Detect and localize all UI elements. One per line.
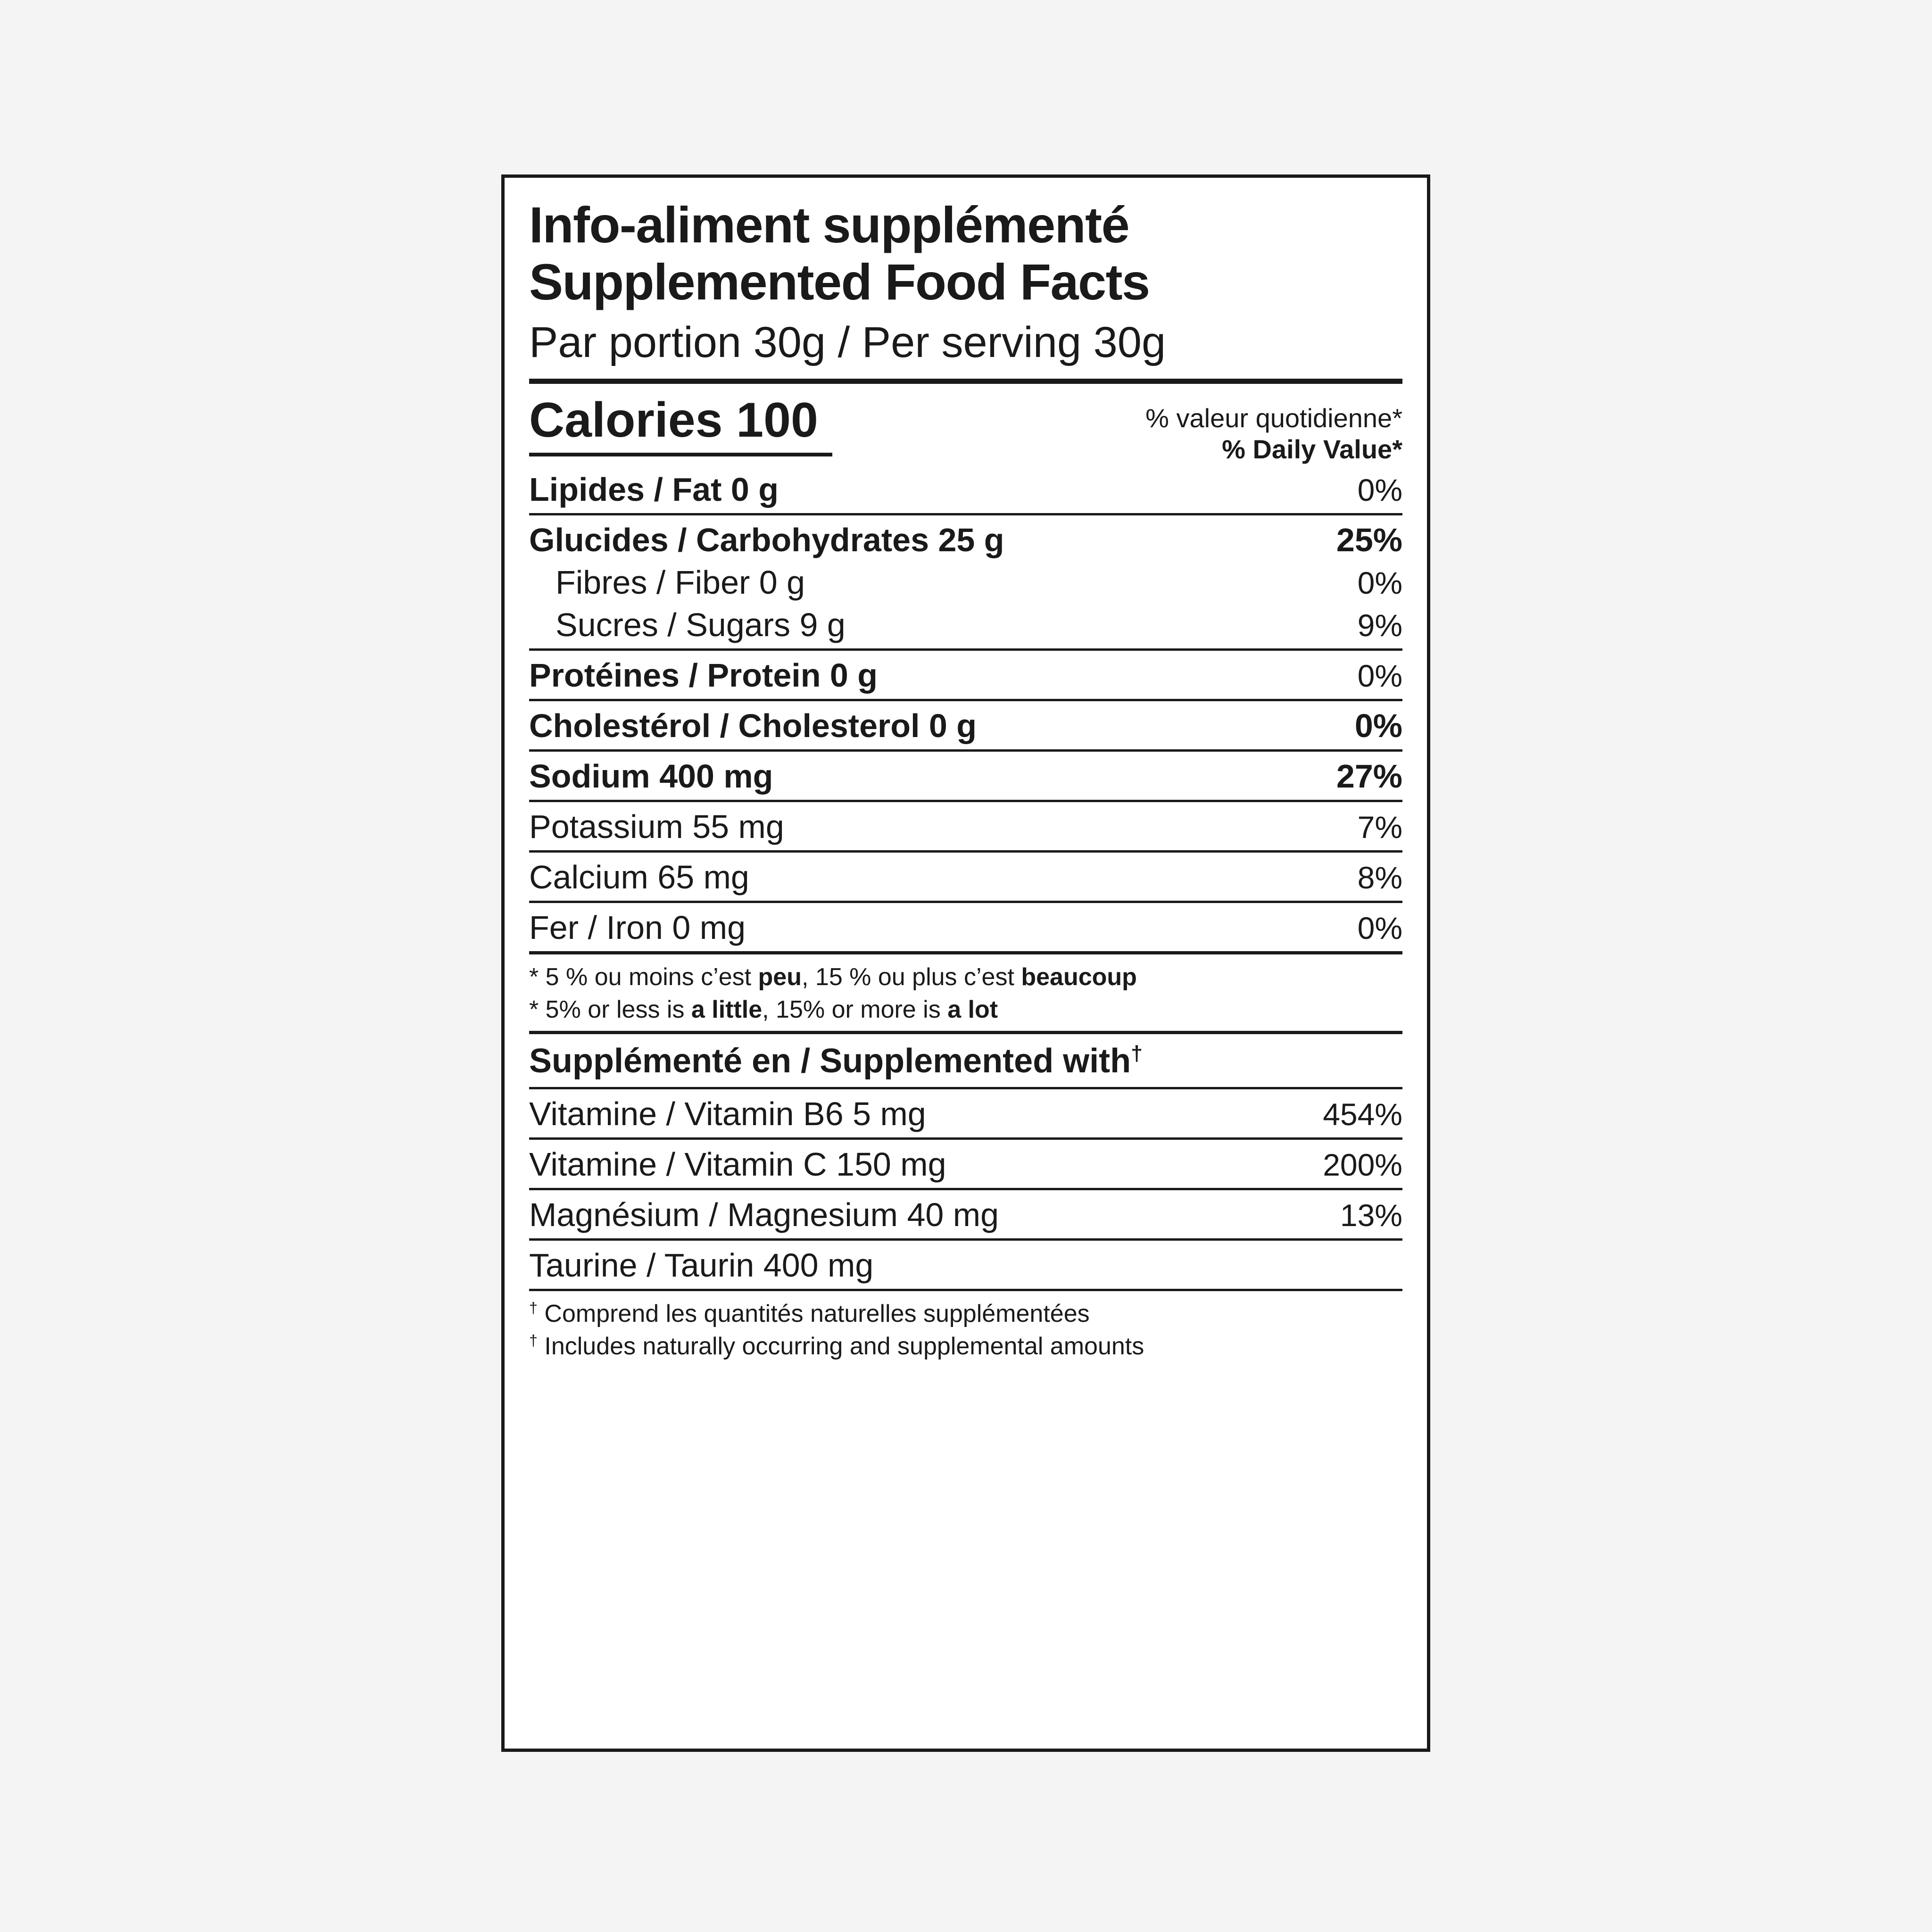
nutrient-percent: 9% (1357, 608, 1402, 643)
daily-value-footnote (529, 954, 1402, 1030)
nutrient-percent: 27% (1336, 758, 1402, 795)
daily-value-header-french: % valeur quotidienne* (1145, 403, 1402, 433)
nutrient-label: Sodium 400 mg (529, 758, 773, 795)
dagger-footnote-english: † Includes naturally occurring and supplemental amounts (529, 1332, 1144, 1360)
nutrient-percent: 0% (1354, 707, 1402, 745)
dagger-marker: † (529, 1299, 538, 1317)
nutrient-row-sodium (529, 752, 1402, 800)
nutrient-label: Potassium 55 mg (529, 808, 784, 846)
supplement-label: Vitamine / Vitamin B6 5 mg (529, 1095, 926, 1132)
divider-under-serving (529, 379, 1402, 384)
nutrient-row-sugars (529, 606, 1402, 648)
serving-size: Par portion 30g / Per serving 30g (529, 318, 1166, 366)
footnote-line-french: * 5 % ou moins c’est peu, 15 % ou plus c’est beaucoup (529, 963, 1137, 991)
supplement-row-taurine (529, 1241, 1402, 1289)
calories-value: Calories 100 (529, 392, 832, 456)
nutrient-label: Sucres / Sugars 9 g (556, 606, 846, 644)
nutrient-percent: 8% (1357, 860, 1402, 896)
divider (529, 951, 1402, 954)
daily-value-header (1145, 392, 1402, 465)
dagger-marker: † (529, 1332, 538, 1350)
nutrient-percent: 7% (1357, 810, 1402, 845)
divider (529, 1031, 1402, 1034)
supplement-percent: 454% (1323, 1096, 1402, 1132)
supplement-percent: 13% (1340, 1197, 1402, 1233)
daily-value-header-english: % Daily Value* (1222, 434, 1402, 464)
nutrient-row-carbohydrates (529, 515, 1402, 564)
dagger-footnote (529, 1291, 1402, 1363)
panel-title-english: Supplemented Food Facts (529, 253, 1150, 310)
nutrient-label: Fibres / Fiber 0 g (556, 564, 805, 601)
supplement-label: Taurine / Taurin 400 mg (529, 1246, 874, 1284)
dagger-footnote-french: † Comprend les quantités naturelles supplémentées (529, 1299, 1090, 1327)
nutrient-label: Calcium 65 mg (529, 859, 749, 896)
nutrient-label: Glucides / Carbohydrates 25 g (529, 522, 1004, 559)
nutrient-percent: 0% (1357, 473, 1402, 508)
supplement-label: Magnésium / Magnesium 40 mg (529, 1196, 999, 1233)
supplement-row-vitamin-c (529, 1140, 1402, 1188)
footnote-line-english: * 5% or less is a little, 15% or more is a lot (529, 996, 998, 1024)
nutrient-row-cholesterol (529, 701, 1402, 749)
nutrient-label: Cholestérol / Cholesterol 0 g (529, 707, 977, 745)
supplement-percent: 200% (1323, 1147, 1402, 1182)
supplemented-with-heading: Supplémenté en / Supplemented with† (529, 1042, 1143, 1080)
nutrient-row-fat (529, 465, 1402, 513)
panel-title-french: Info-aliment supplémenté (529, 196, 1129, 253)
nutrient-row-iron (529, 903, 1402, 951)
supplement-row-vitamin-b6 (529, 1089, 1402, 1137)
calories-row (529, 392, 1402, 465)
nutrient-row-calcium (529, 853, 1402, 901)
nutrient-percent: 0% (1357, 658, 1402, 694)
supplement-row-magnesium (529, 1190, 1402, 1238)
nutrient-row-fiber (529, 564, 1402, 606)
nutrient-percent: 25% (1336, 522, 1402, 559)
nutrient-row-protein (529, 651, 1402, 699)
supplement-label: Vitamine / Vitamin C 150 mg (529, 1145, 946, 1183)
supplemented-food-facts-panel (501, 174, 1430, 1752)
nutrient-label: Lipides / Fat 0 g (529, 471, 779, 508)
dagger-marker: † (1131, 1042, 1143, 1065)
nutrient-percent: 0% (1357, 565, 1402, 601)
nutrient-label: Protéines / Protein 0 g (529, 657, 878, 694)
nutrient-row-potassium (529, 802, 1402, 850)
nutrient-label: Fer / Iron 0 mg (529, 909, 746, 946)
nutrient-percent: 0% (1357, 911, 1402, 946)
